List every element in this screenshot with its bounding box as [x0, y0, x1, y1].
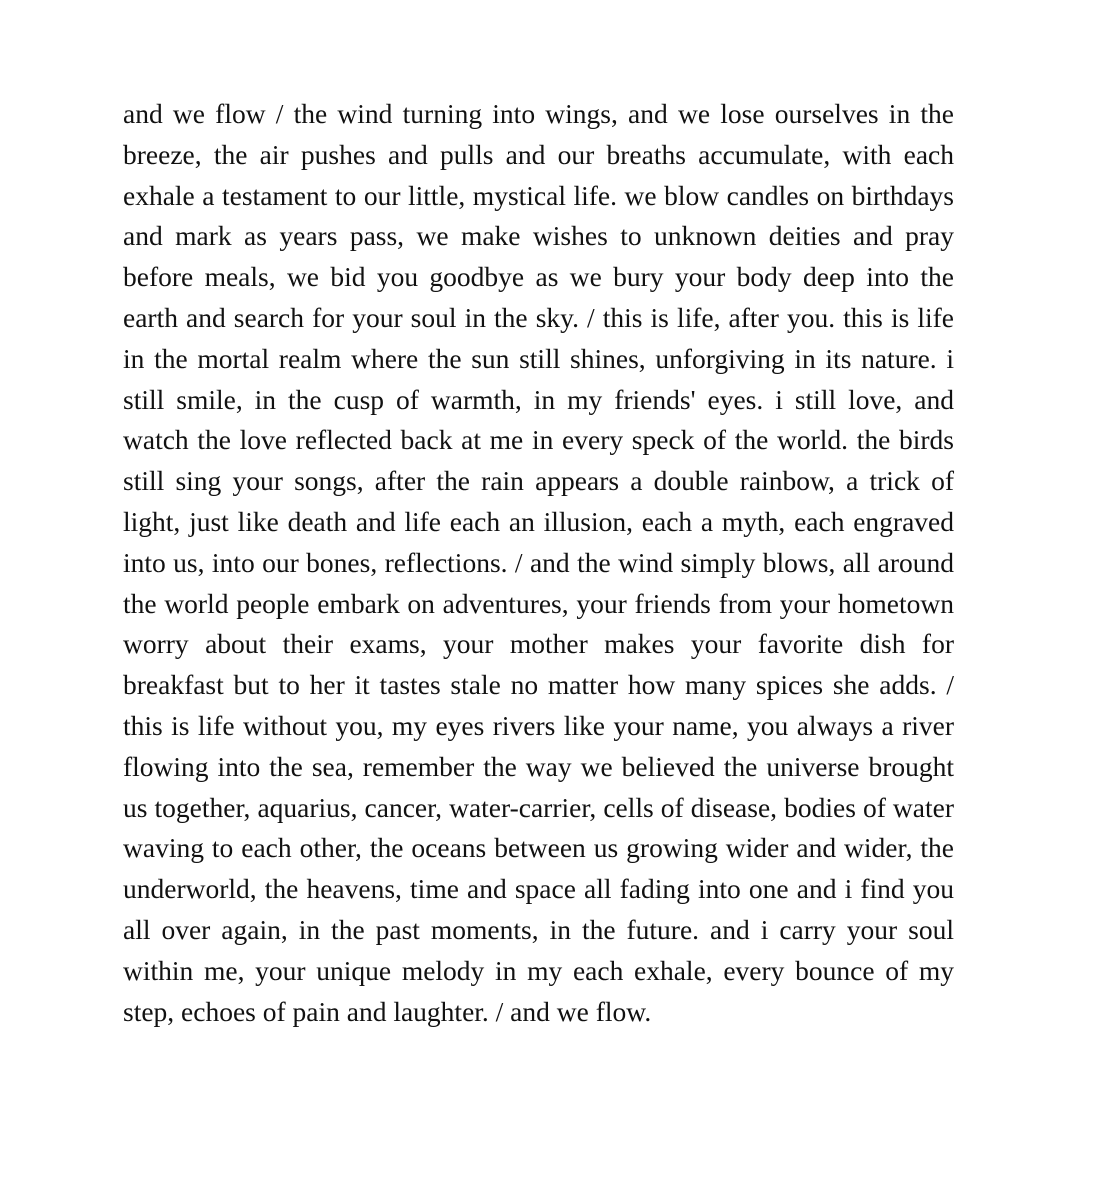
poem-paragraph: and we flow / the wind turning into wings, and we lose ourselves in the breeze, the air pushes and pulls and our breaths accumulate, with each exhale a testament to our little, mystical life. we blow candles on birthdays and mark as years pass, we make wishes to unknown deities and pray before meals, we bid you goodbye as we bury your body deep into the earth and search for your soul in the sky. / this is life, after you. this is life in the mortal realm where the sun still shines, unforgiving in its nature. i still smile, in the cusp of warmth, in my friends' eyes. i still love, and watch the love reflected back at me in every speck of the world. the birds still sing your songs, after the rain appears a double rainbow, a trick of light, just like death and life each an illusion, each a myth, each engraved into us, into our bones, reflections. / and the wind simply blows, all around the world people embark on adventures, your friends from your hometown worry about their exams, your mother makes your favorite dish for breakfast but to her it tastes stale no matter how many spices she adds. / this is life without you, my eyes rivers like your name, you always a river flowing into the sea, remember the way we believed the universe brought us together, aquarius, cancer, water-carrier, cells of disease, bodies of water waving to each other, the oceans between us growing wider and wider, the underworld, the heavens, time and space all fading into one and i find you all over again, in the past moments, in the future. and i carry your soul within me, your unique melody in my each exhale, every bounce of my step, echoes of pain and laughter. / and we flow. [123, 98, 954, 1027]
document-page [123, 94, 954, 1032]
